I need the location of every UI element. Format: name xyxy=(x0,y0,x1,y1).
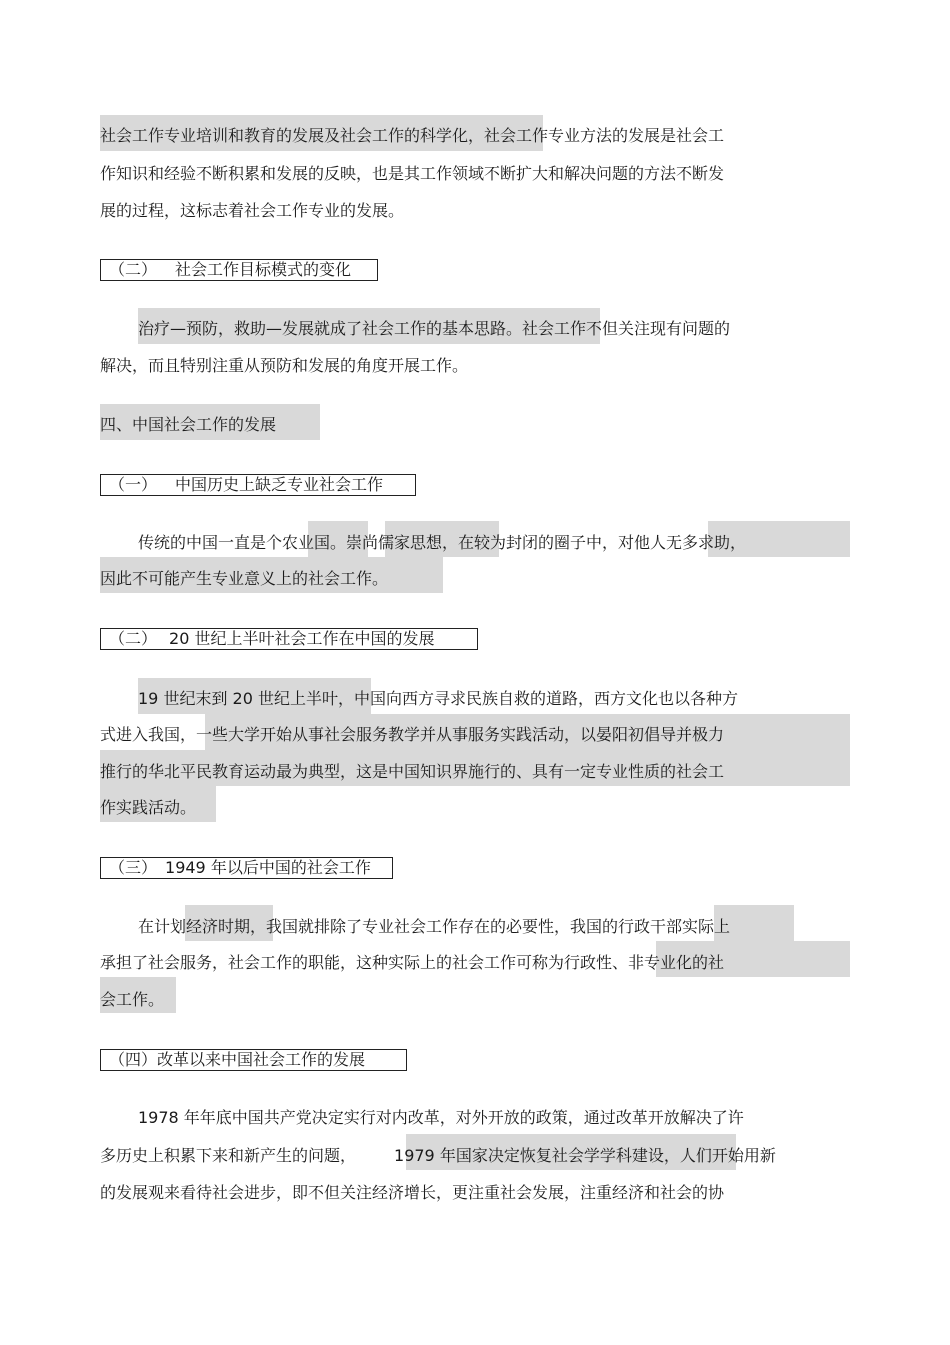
paragraph-line xyxy=(100,1146,776,1166)
subheading-box xyxy=(100,628,478,650)
subheading-text: 社会工作目标模式的变化 xyxy=(175,260,352,279)
subheading-text: 中国历史上缺乏专业社会工作 xyxy=(175,475,384,494)
paragraph-segment: 多历史上积累下来和新产生的问题， xyxy=(100,1146,357,1165)
paragraph-line: 社会工作专业培训和教育的发展及社会工作的科学化，社会工作专业方法的发展是社会工 xyxy=(100,126,725,145)
subheading-number: （二） xyxy=(109,260,158,279)
paragraph-line: 展的过程，这标志着社会工作专业的发展。 xyxy=(100,201,405,220)
subheading-box xyxy=(100,474,416,496)
paragraph-segment: 1979 年国家决定恢复社会学学科建设，人们开始用新 xyxy=(394,1146,776,1165)
paragraph-line: 因此不可能产生专业意义上的社会工作。 xyxy=(100,569,389,588)
subheading-number: （三） xyxy=(109,858,158,877)
paragraph-line: 承担了社会服务，社会工作的职能，这种实际上的社会工作可称为行政性、非专业化的社 xyxy=(100,953,725,972)
paragraph-line: 的发展观来看待社会进步，即不但关注经济增长，更注重社会发展，注重经济和社会的协 xyxy=(100,1183,725,1202)
subheading-box xyxy=(100,259,378,281)
subheading-number: （二） xyxy=(109,629,158,648)
subheading-number: （一） xyxy=(109,475,158,494)
section-heading: 四、中国社会工作的发展 xyxy=(100,415,277,434)
paragraph-line: 治疗—预防，救助—发展就成了社会工作的基本思路。社会工作不但关注现有问题的 xyxy=(138,319,731,338)
subheading-number: （四） xyxy=(109,1050,158,1069)
paragraph-line: 作知识和经验不断积累和发展的反映，也是其工作领域不断扩大和解决问题的方法不断发 xyxy=(100,164,725,183)
paragraph-line: 传统的中国一直是个农业国。崇尚儒家思想，在较为封闭的圈子中，对他人无多求助， xyxy=(138,533,747,552)
paragraph-line: 会工作。 xyxy=(100,990,165,1009)
paragraph-line: 19 世纪末到 20 世纪上半叶，中国向西方寻求民族自救的道路，西方文化也以各种方 xyxy=(138,689,738,708)
subheading-box xyxy=(100,1049,407,1071)
subheading-text: 20 世纪上半叶社会工作在中国的发展 xyxy=(169,629,435,648)
subheading-text: 1949 年以后中国的社会工作 xyxy=(165,858,371,877)
paragraph-line: 1978 年年底中国共产党决定实行对内改革，对外开放的政策，通过改革开放解决了许 xyxy=(138,1108,744,1127)
paragraph-line: 推行的华北平民教育运动最为典型，这是中国知识界施行的、具有一定专业性质的社会工 xyxy=(100,762,725,781)
subheading-text: 改革以来中国社会工作的发展 xyxy=(157,1050,366,1069)
paragraph-line: 在计划经济时期，我国就排除了专业社会工作存在的必要性，我国的行政干部实际上 xyxy=(138,917,731,936)
paragraph-line: 式进入我国，一些大学开始从事社会服务教学并从事服务实践活动，以晏阳初倡导并极力 xyxy=(100,725,725,744)
paragraph-line: 作实践活动。 xyxy=(100,798,197,817)
paragraph-line: 解决，而且特别注重从预防和发展的角度开展工作。 xyxy=(100,356,469,375)
subheading-box xyxy=(100,857,393,879)
